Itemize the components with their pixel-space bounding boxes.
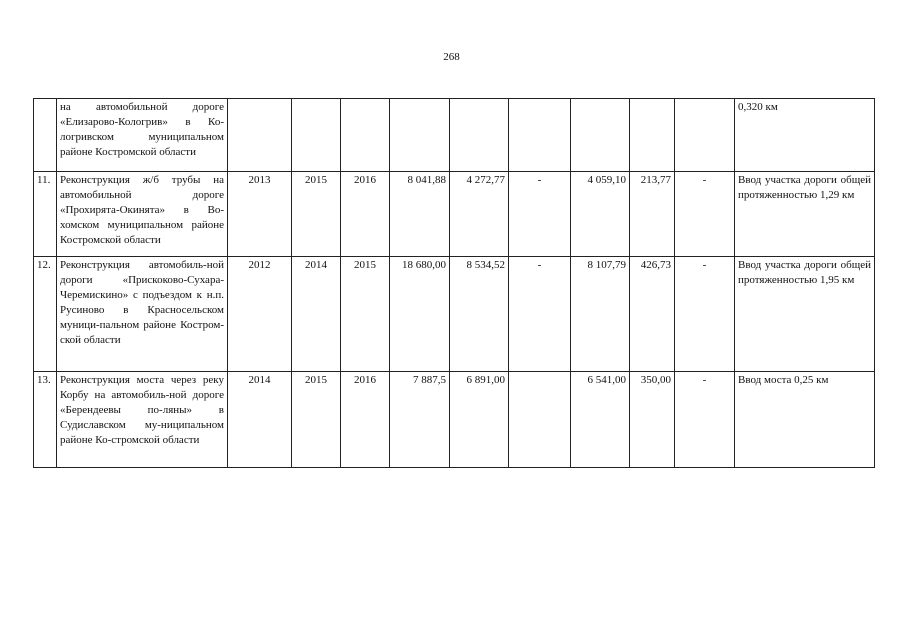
year-start: 2013: [228, 172, 292, 257]
row-number: 13.: [34, 372, 57, 468]
funds-a: 8 534,52: [450, 257, 509, 372]
year-end: 2015: [292, 172, 341, 257]
funds-c: 6 541,00: [571, 372, 630, 468]
year-end-2: 2016: [341, 172, 390, 257]
table-row: [34, 257, 875, 372]
funds-b: -: [509, 172, 571, 257]
funds-c: [571, 99, 630, 172]
year-end: [292, 99, 341, 172]
funds-a: [450, 99, 509, 172]
funds-a: 4 272,77: [450, 172, 509, 257]
year-end-2: 2016: [341, 372, 390, 468]
total-cost: 18 680,00: [390, 257, 450, 372]
table-row: [34, 99, 875, 172]
funds-a: 6 891,00: [450, 372, 509, 468]
year-end: 2014: [292, 257, 341, 372]
funds-b: -: [509, 257, 571, 372]
year-start: 2014: [228, 372, 292, 468]
row-number: 11.: [34, 172, 57, 257]
row-number: 12.: [34, 257, 57, 372]
result: Ввод участка дороги общей протяженностью 1,29 км: [735, 172, 875, 257]
year-end: 2015: [292, 372, 341, 468]
row-number: [34, 99, 57, 172]
funds-d: 213,77: [630, 172, 675, 257]
total-cost: 7 887,5: [390, 372, 450, 468]
object-name: Реконструкция ж/б трубы на автомобильной дороге «Прохирята-Окинята» в Во-хомском муниципальном районе Костромской области: [57, 172, 228, 257]
funds-e: -: [675, 372, 735, 468]
result: Ввод участка дороги общей протяженностью 1,95 км: [735, 257, 875, 372]
result: 0,320 км: [735, 99, 875, 172]
page-number: 268: [443, 51, 460, 63]
object-name: Реконструкция автомобиль-ной дороги «Прискоково-Сухара-Черемискино» с подъездом к н.п. Русиново в Красносельском муници-пальном районе Костром-ской области: [57, 257, 228, 372]
funds-e: -: [675, 172, 735, 257]
funds-d: 426,73: [630, 257, 675, 372]
funds-b: [509, 99, 571, 172]
data-table: [33, 98, 875, 468]
funds-b: [509, 372, 571, 468]
year-start: [228, 99, 292, 172]
year-end-2: [341, 99, 390, 172]
result: Ввод моста 0,25 км: [735, 372, 875, 468]
total-cost: [390, 99, 450, 172]
object-name: Реконструкция моста через реку Корбу на автомобиль-ной дороге «Берендеевы по-ляны» в Судиславском му-ниципальном районе Ко-стромской области: [57, 372, 228, 468]
total-cost: 8 041,88: [390, 172, 450, 257]
funds-c: 8 107,79: [571, 257, 630, 372]
funds-d: 350,00: [630, 372, 675, 468]
table-row: [34, 172, 875, 257]
funds-d: [630, 99, 675, 172]
object-name: на автомобильной дороге «Елизарово-Кологрив» в Ко-логривском муниципальном районе Костромской области: [57, 99, 228, 172]
funds-c: 4 059,10: [571, 172, 630, 257]
funds-e: [675, 99, 735, 172]
funds-e: -: [675, 257, 735, 372]
year-end-2: 2015: [341, 257, 390, 372]
year-start: 2012: [228, 257, 292, 372]
table-row: [34, 372, 875, 468]
